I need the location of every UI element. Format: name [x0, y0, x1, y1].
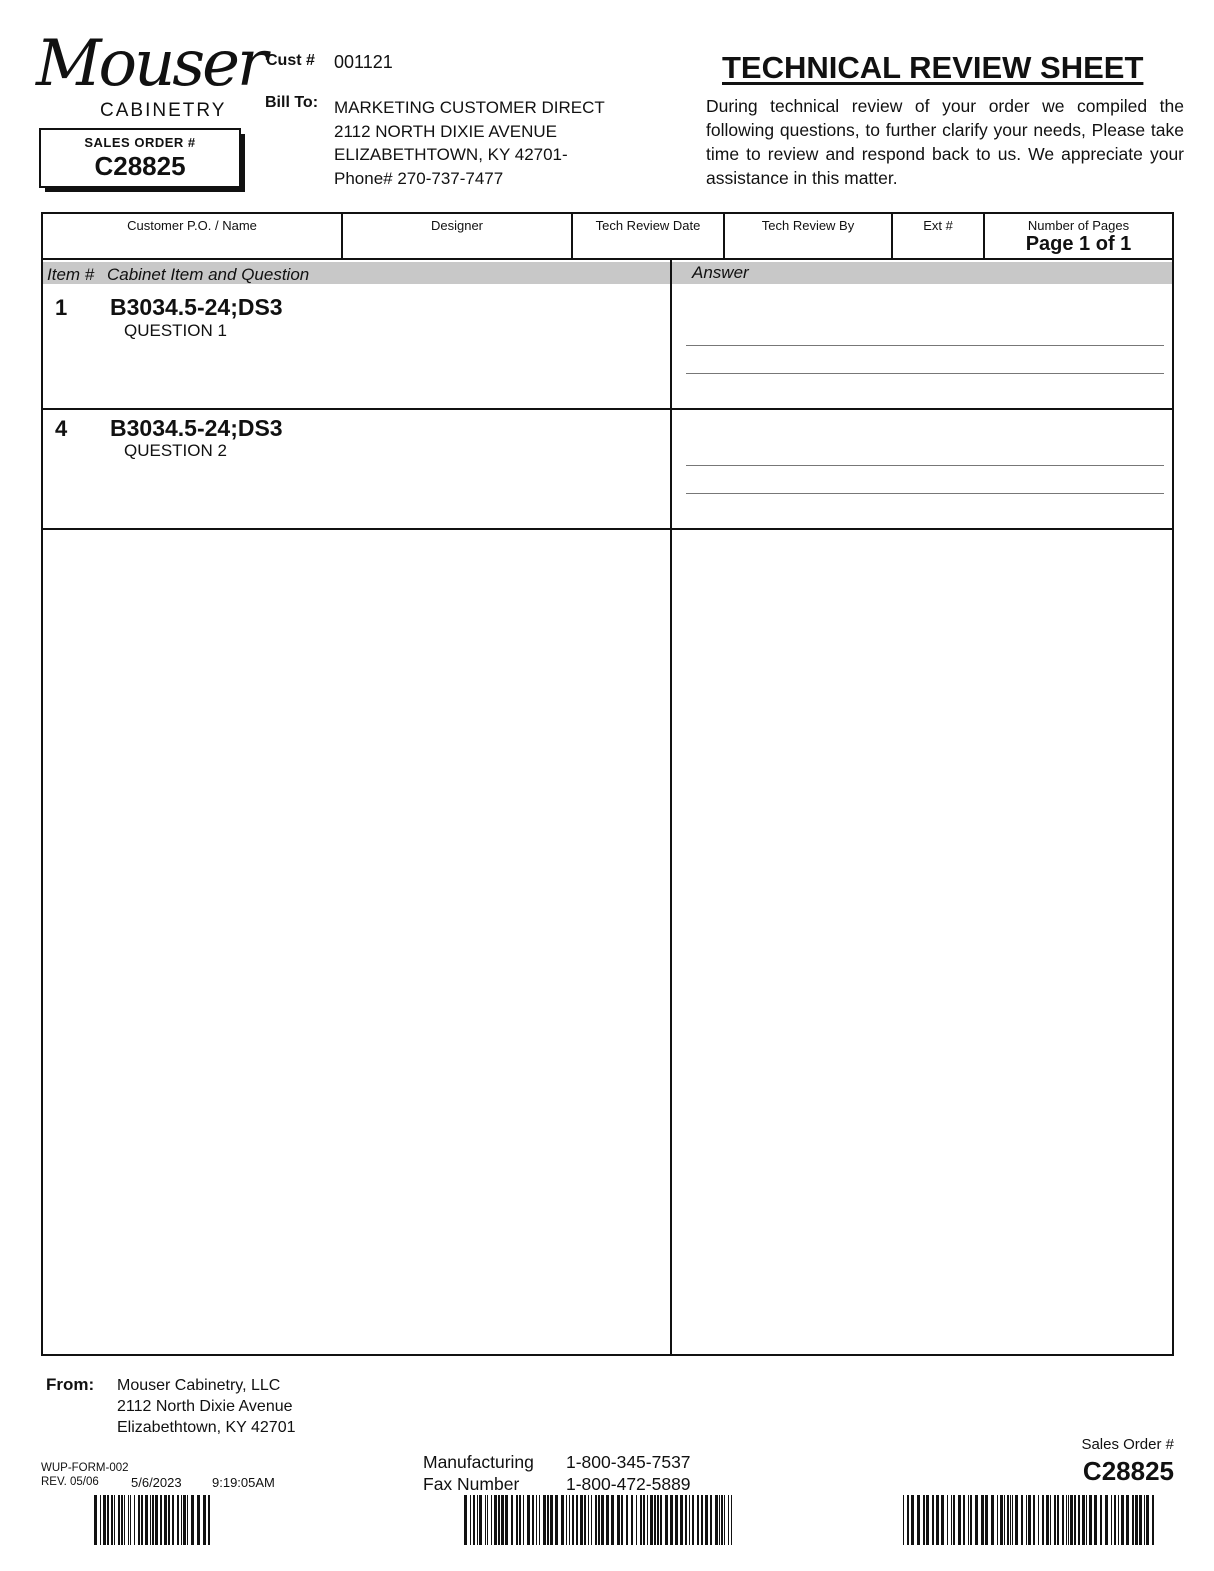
- footer-sales-order-number: C28825: [1082, 1456, 1174, 1486]
- fax-phone: 1-800-472-5889: [566, 1474, 691, 1494]
- bill-to-line: ELIZABETHTOWN, KY 42701-: [334, 145, 568, 164]
- tech-review-by-header: Tech Review By: [761, 218, 855, 233]
- item-number-column-header: Item #: [47, 265, 95, 284]
- row-separator: [41, 408, 1174, 410]
- manufacturing-label: Manufacturing: [423, 1452, 534, 1472]
- page-title: TECHNICAL REVIEW SHEET: [722, 50, 1144, 85]
- bill-to-line: Phone# 270-737-7477: [334, 168, 504, 188]
- bill-to-line: 2112 NORTH DIXIE AVENUE: [334, 121, 557, 141]
- customer-po-cell[interactable]: [43, 214, 343, 258]
- sales-order-number: C28825: [94, 151, 186, 181]
- sales-order-box: [39, 128, 241, 188]
- answer-line[interactable]: [686, 345, 1164, 346]
- form-id: WUP-FORM-002: [41, 1462, 129, 1474]
- item-number: 4: [55, 416, 68, 441]
- fax-label: Fax Number: [423, 1474, 520, 1494]
- from-label: From:: [46, 1375, 95, 1394]
- question-text: QUESTION 1: [124, 321, 227, 340]
- question-text: QUESTION 2: [124, 441, 227, 460]
- ext-cell[interactable]: [893, 214, 985, 258]
- bill-to-address: [334, 96, 605, 190]
- barcode-icon: [903, 1495, 1157, 1545]
- number-of-pages-value: Page 1 of 1: [1025, 233, 1132, 255]
- cust-label: Cust #: [266, 52, 315, 69]
- question-column-header: Cabinet Item and Question: [107, 265, 310, 284]
- cabinet-item-code: B3034.5-24;DS3: [110, 415, 283, 441]
- tech-review-date-header: Tech Review Date: [595, 218, 701, 233]
- designer-header: Designer: [430, 218, 484, 233]
- tech-review-date-cell[interactable]: [573, 214, 725, 258]
- number-of-pages-header: Number of Pages: [1027, 218, 1130, 233]
- company-logo-subtitle: CABINETRY: [100, 100, 227, 121]
- answer-line[interactable]: [686, 493, 1164, 494]
- answer-line[interactable]: [686, 465, 1164, 466]
- manufacturing-phone: 1-800-345-7537: [566, 1452, 691, 1472]
- print-date: 5/6/2023: [131, 1475, 182, 1490]
- from-address: [117, 1375, 296, 1438]
- answer-column-header: Answer: [692, 263, 749, 282]
- from-line: Mouser Cabinetry, LLC: [117, 1377, 281, 1394]
- form-revision: REV. 05/06: [41, 1476, 99, 1488]
- barcode-icon: [464, 1495, 736, 1545]
- sales-order-label: SALES ORDER #: [84, 135, 196, 150]
- item-number: 1: [55, 295, 68, 320]
- column-divider: [670, 260, 672, 1356]
- barcode-icon: [94, 1495, 212, 1545]
- cust-number: 001121: [334, 52, 393, 72]
- tech-review-by-cell[interactable]: [725, 214, 893, 258]
- ext-header: Ext #: [923, 218, 953, 233]
- from-line: 2112 North Dixie Avenue: [117, 1398, 293, 1415]
- cabinet-item-code: B3034.5-24;DS3: [110, 294, 283, 320]
- bill-to-line: MARKETING CUSTOMER DIRECT: [334, 98, 605, 117]
- row-separator: [41, 528, 1174, 530]
- designer-cell[interactable]: [343, 214, 573, 258]
- from-line: Elizabethtown, KY 42701: [117, 1419, 296, 1436]
- order-info-table: [41, 212, 1174, 260]
- company-logo: Mouser: [36, 27, 265, 101]
- print-time: 9:19:05AM: [212, 1475, 275, 1490]
- customer-po-header: Customer P.O. / Name: [127, 218, 257, 233]
- footer-sales-order-label: Sales Order #: [1081, 1436, 1174, 1453]
- number-of-pages-cell: [985, 214, 1172, 258]
- intro-paragraph: During technical review of your order we compiled the following questions, to further clarify your needs, Please take time to review and respond back to us. We appreciate your assistance in this matter.: [706, 96, 1184, 188]
- answer-line[interactable]: [686, 373, 1164, 374]
- bill-to-label: Bill To:: [265, 94, 319, 111]
